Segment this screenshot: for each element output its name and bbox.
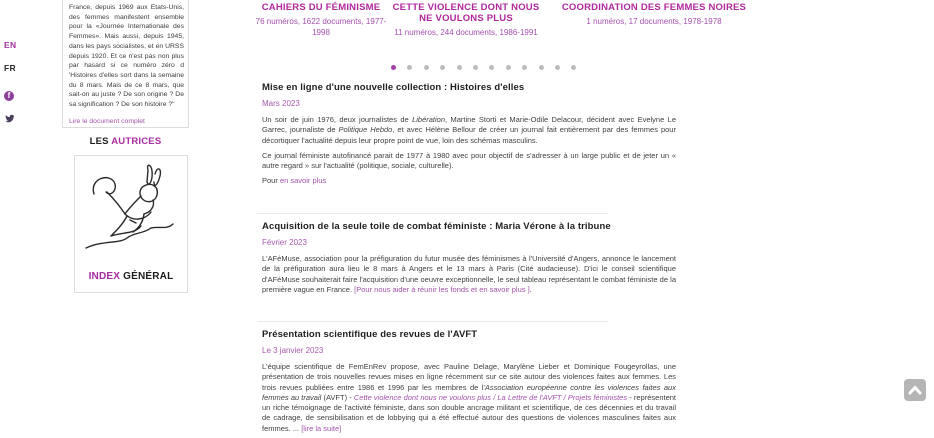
collection-stats: 1 numéros, 17 documents, 1978-1978	[586, 17, 722, 26]
article-title: Présentation scientifique des revues de l'AVFT	[262, 329, 478, 340]
text-segment: L'AFéMuse, association pour la préfiguration du futur musée des féminismes à l'Université d'Angers, annonce le lancement de la préfiguration aura lieu le 8 mars à Angers et le 13 mars à Paris (Cité audacieuse). D'ici le conseil scientifique d'AFéMuse souhaiterait faire l'acquisition d'une oeuvre exceptionnelle, le seul tableau représentant le combat féministe de la première vague en France.	[262, 254, 676, 294]
language-switch-en[interactable]: EN	[4, 40, 17, 50]
twitter-icon[interactable]	[4, 113, 15, 123]
text-segment: , et avec Hélène Bellour de créer un journal fait entièrement par des femmes pour décortiquer l'actualité depuis leur propre point de vue, loin des schémas masculins.	[262, 125, 676, 145]
text-segment: (AVFT) -	[321, 392, 354, 402]
carousel-dot-9[interactable]	[522, 65, 527, 70]
carousel-pagination	[391, 65, 576, 70]
carousel-dot-1[interactable]	[391, 65, 396, 70]
text-segment: - représentent un riche témoignage de l'activité féministe, dans son double ancrage militant et scientifique, de ces décennies et du travail de cadrage, de sensibilisation et de lobbying qui a été effectué autour des questions de violences masculines faites aux femmes. ...	[262, 392, 677, 433]
text-segment: , Martine Storti et Marie-Odile Delacour, décident avec Evelyne Le Garrec, journaliste de	[262, 115, 677, 135]
article-divider	[257, 321, 608, 322]
text-segment: .	[529, 284, 532, 294]
article-date: Le 3 janvier 2023	[262, 346, 324, 355]
collection-coordination-femmes-noires[interactable]	[556, 2, 752, 28]
scroll-to-top-button[interactable]	[904, 379, 926, 401]
article-paragraph	[262, 254, 676, 295]
collection-title: CETTE VIOLENCE DONT NOUS NE VOULONS PLUS	[392, 2, 540, 24]
index-general-panel[interactable]	[74, 155, 188, 293]
carousel-dot-6[interactable]	[473, 65, 478, 70]
facebook-icon[interactable]: f	[4, 91, 14, 101]
inline-link[interactable]: en savoir plus	[279, 176, 327, 186]
chevron-up-icon	[908, 385, 922, 395]
article-body	[262, 362, 902, 434]
carousel-dot-2[interactable]	[407, 65, 412, 70]
index-label-suffix: GÉNÉRAL	[123, 271, 174, 282]
news-article	[262, 221, 902, 300]
article-divider	[257, 213, 608, 214]
left-rail	[4, 40, 26, 128]
collection-stats: 11 numéros, 244 documents, 1986-1991	[394, 28, 538, 37]
inline-link[interactable]: Cette violence dont nous ne voulons plus / La Lettre de l'AVFT / Projets féministes	[353, 392, 628, 402]
text-segment: Libération	[412, 115, 446, 124]
article-date: Mars 2023	[262, 99, 300, 108]
sidebar-item-autrices[interactable]	[62, 136, 189, 147]
inline-link[interactable]: [lire la suite]	[301, 423, 342, 433]
article-title: Mise en ligne d'une nouvelle collection : Histoires d'elles	[262, 82, 525, 93]
carousel-dot-11[interactable]	[555, 65, 560, 70]
collection-cahiers-du-feminisme[interactable]	[254, 2, 388, 38]
autrices-label-accent: AUTRICES	[111, 136, 162, 147]
document-excerpt-box	[62, 0, 189, 128]
autrices-label-prefix: LES	[89, 136, 112, 147]
sketch-illustration	[81, 162, 181, 264]
collection-stats: 76 numéros, 1622 documents, 1977-1998	[255, 17, 387, 37]
text-segment: Politique Hebdo	[338, 125, 393, 135]
carousel-dot-7[interactable]	[489, 65, 494, 70]
text-segment: L'équipe scientifique de FemEnRev propose, avec Pauline Delage, Marylène Lieber et Dominique Fougeyrollas, une présentation de trois nouvelles revues mises en ligne récemment sur ce site autour des violences faites aux femmes. Les trois revues publiées entre 1986 et 1996 par les membres de l'	[262, 362, 676, 392]
news-article	[262, 82, 902, 192]
carousel-dot-12[interactable]	[571, 65, 576, 70]
social-share	[4, 91, 26, 128]
language-switch-fr[interactable]: FR	[4, 63, 16, 73]
collection-cette-violence[interactable]	[386, 2, 546, 39]
text-segment: Association européenne contre les violences faites aux femmes au travail	[262, 382, 676, 402]
article-body	[262, 115, 902, 187]
article-paragraph	[262, 176, 676, 186]
news-article	[262, 329, 902, 438]
text-segment: Ce journal féministe autofinancé parait de 1977 à 1980 avec pour objectif de s'adresser à un large public et de jeter un « autre regard » sur l'actualité (politique, sociale, culturelle).	[262, 150, 676, 171]
carousel-dot-8[interactable]	[506, 65, 511, 70]
carousel-dot-10[interactable]	[539, 65, 544, 70]
article-paragraph	[262, 115, 676, 146]
document-excerpt-text: France, depuis 1969 aux Etats-Unis, des femmes manifestent ensemble pour la «Journée Internationale des Femmes». Mais aussi, depuis 1945, dans les pays socialistes, et en URSS depuis 1920. Et ce n'est pas non plus par hasard si ce numéro zéro d 'Histoires d'elles sort dans la semaine du 8 mars. Mais de ce 8 mars, que sait-on au juste ? De son origine ? De sa signification ? De son histoire ?"	[69, 4, 184, 109]
text-segment: Un soir de juin 1976, deux journalistes de	[262, 115, 413, 124]
article-title: Acquisition de la seule toile de combat féministe : Maria Vérone à la tribune	[262, 221, 611, 232]
collection-title: CAHIERS DU FÉMINISME	[261, 2, 381, 13]
collection-title: COORDINATION DES FEMMES NOIRES	[561, 2, 747, 13]
carousel-dot-5[interactable]	[457, 65, 462, 70]
text-segment: Pour	[262, 176, 280, 186]
article-date: Février 2023	[262, 238, 307, 247]
article-body	[262, 254, 902, 295]
article-paragraph	[262, 362, 676, 434]
inline-link[interactable]: [Pour nous aider à réunir les fonds et en savoir plus ]	[354, 284, 530, 294]
carousel-dot-3[interactable]	[424, 65, 429, 70]
carousel-dot-4[interactable]	[440, 65, 445, 70]
read-full-document-link[interactable]: Lire le document complet	[69, 117, 145, 125]
index-label-accent: INDEX	[88, 271, 124, 282]
index-general-label[interactable]	[75, 271, 187, 282]
article-paragraph	[262, 151, 676, 172]
